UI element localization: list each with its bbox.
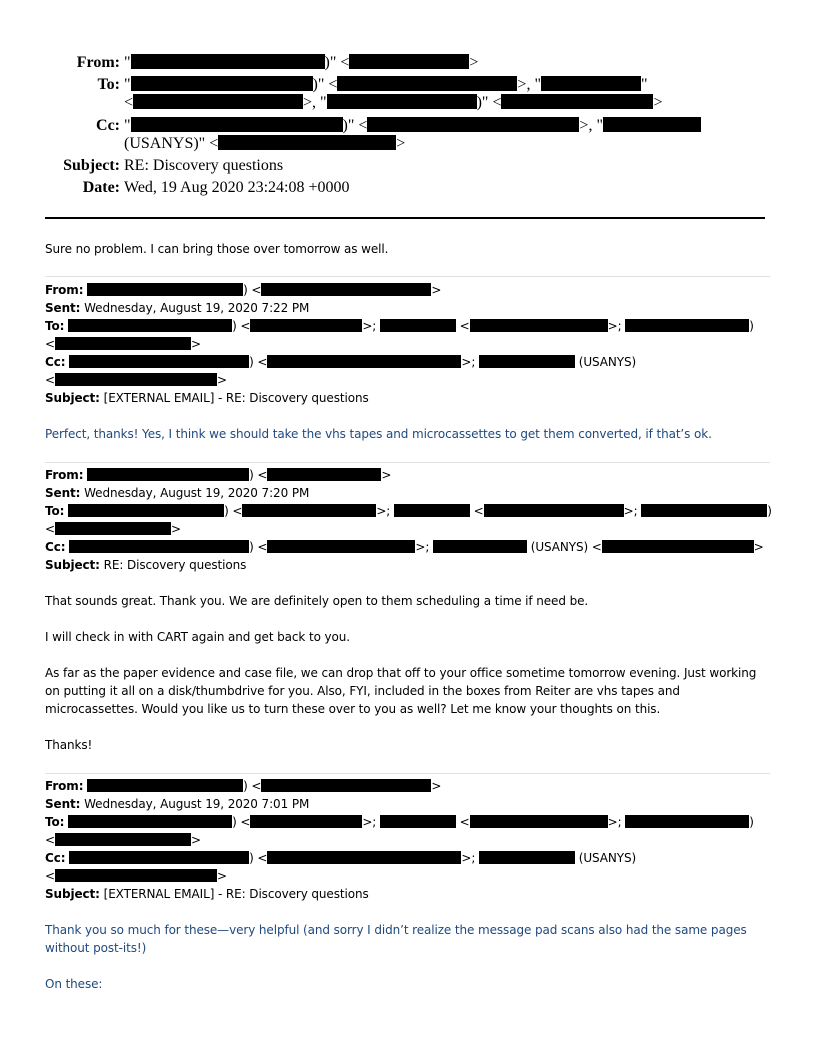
redaction-block — [68, 319, 232, 332]
redaction-block — [602, 540, 754, 553]
from-label: From: — [76, 54, 120, 71]
message-divider — [45, 276, 770, 277]
redaction-block — [68, 815, 232, 828]
reply-body: Sure no problem. I can bring those over tomorrow as well. — [45, 242, 389, 256]
redaction-block — [131, 76, 313, 91]
msg1-body: Perfect, thanks! Yes, I think we should take the vhs tapes and microcassettes to get them converted, if that’s ok. — [45, 427, 712, 441]
redaction-block — [131, 117, 343, 132]
date-label: Date: — [82, 179, 120, 196]
to-value-line2: < >, " )" < > — [124, 94, 663, 111]
msg2-cc: Cc: ) < >; (USANYS) < > — [45, 540, 764, 554]
msg3-cc: Cc: ) < >; (USANYS) — [45, 851, 637, 865]
redaction-block — [625, 815, 749, 828]
msg3-to-cont: < > — [45, 833, 201, 847]
redaction-block — [470, 815, 608, 828]
msg3-body-line2: without post-its!) — [45, 941, 147, 955]
redaction-block — [69, 851, 249, 864]
msg1-from: From: ) < > — [45, 283, 442, 297]
msg1-subject: Subject: [EXTERNAL EMAIL] - RE: Discovery questions — [45, 391, 369, 405]
redaction-block — [327, 94, 477, 109]
redaction-block — [470, 319, 608, 332]
msg1-cc: Cc: ) < >; (USANYS) — [45, 355, 637, 369]
from-value: " )" < > — [124, 54, 479, 71]
msg2-from: From: ) < > — [45, 468, 392, 482]
redaction-block — [337, 76, 517, 91]
redaction-block — [68, 504, 224, 517]
msg3-from: From: ) < > — [45, 779, 442, 793]
redaction-block — [133, 94, 303, 109]
to-label: To: — [97, 76, 120, 93]
msg1-sent: Sent: Wednesday, August 19, 2020 7:22 PM — [45, 301, 310, 315]
redaction-block — [349, 54, 469, 69]
redaction-block — [433, 540, 527, 553]
to-value-line1: " )" < >, " " — [124, 76, 648, 93]
redaction-block — [603, 117, 701, 132]
subject-value: RE: Discovery questions — [124, 157, 284, 174]
redaction-block — [250, 319, 362, 332]
msg3-cc-cont: < > — [45, 869, 227, 883]
redaction-block — [261, 283, 431, 296]
redaction-block — [501, 94, 653, 109]
redaction-block — [55, 869, 217, 882]
redaction-block — [267, 468, 381, 481]
redaction-block — [55, 833, 191, 846]
msg2-subject: Subject: RE: Discovery questions — [45, 558, 247, 572]
cc-value-line1: " )" < >, " — [124, 116, 701, 136]
msg1-to-cont: < > — [45, 337, 201, 351]
msg3-subject: Subject: [EXTERNAL EMAIL] - RE: Discovery questions — [45, 887, 369, 901]
redaction-block — [625, 319, 749, 332]
redaction-block — [267, 540, 415, 553]
redaction-block — [55, 373, 217, 386]
redaction-block — [394, 504, 470, 517]
redaction-block — [55, 337, 191, 350]
redaction-block — [479, 355, 575, 368]
message-divider — [45, 462, 770, 463]
redaction-block — [541, 76, 641, 91]
msg1-cc-cont: < > — [45, 373, 227, 387]
redaction-block — [69, 355, 249, 368]
msg3-body-line3: On these: — [45, 977, 103, 991]
redaction-block — [261, 779, 431, 792]
msg2-to-cont: < > — [45, 522, 181, 536]
msg2-paragraph-3-line2: on putting it all on a disk/thumbdrive for you. Also, FYI, included in the boxes from Reiter are vhs tapes and — [45, 684, 680, 698]
cc-label: Cc: — [96, 117, 120, 134]
redaction-block — [131, 54, 325, 69]
msg3-sent: Sent: Wednesday, August 19, 2020 7:01 PM — [45, 797, 310, 811]
redaction-block — [87, 283, 243, 296]
redaction-block — [267, 355, 461, 368]
msg1-to: To: ) < >; < >; ) — [45, 319, 754, 333]
msg2-paragraph-3-line3: microcassettes. Would you like us to turn these over to you as well? Let me know your thoughts on this. — [45, 702, 661, 716]
msg2-sent: Sent: Wednesday, August 19, 2020 7:20 PM — [45, 486, 310, 500]
redaction-block — [479, 851, 575, 864]
msg2-paragraph-4: Thanks! — [45, 738, 93, 752]
msg2-paragraph-3-line1: As far as the paper evidence and case file, we can drop that off to your office sometime tomorrow evening. Just working — [45, 666, 757, 680]
msg3-body-line1: Thank you so much for these—very helpful (and sorry I didn’t realize the message pad scans also had the same pages — [45, 923, 747, 937]
redaction-block — [87, 779, 243, 792]
msg3-to: To: ) < >; < >; ) — [45, 815, 754, 829]
redaction-block — [380, 319, 456, 332]
redaction-block — [55, 522, 171, 535]
msg2-to: To: ) < >; < >; ) — [45, 504, 772, 518]
redaction-block — [250, 815, 362, 828]
redaction-block — [242, 504, 376, 517]
date-value: Wed, 19 Aug 2020 23:24:08 +0000 — [124, 179, 350, 196]
redaction-block — [367, 117, 579, 132]
msg2-paragraph-1: That sounds great. Thank you. We are definitely open to them scheduling a time if need be. — [45, 594, 589, 608]
redaction-block — [69, 540, 249, 553]
message-divider — [45, 773, 770, 774]
msg2-paragraph-2: I will check in with CART again and get back to you. — [45, 630, 351, 644]
header-divider — [45, 217, 765, 219]
subject-label: Subject: — [63, 157, 120, 174]
redaction-block — [484, 504, 624, 517]
redaction-block — [641, 504, 767, 517]
redaction-block — [218, 135, 396, 150]
redaction-block — [380, 815, 456, 828]
redaction-block — [87, 468, 249, 481]
redaction-block — [267, 851, 461, 864]
cc-value-line2: (USANYS)" < > — [124, 135, 406, 152]
